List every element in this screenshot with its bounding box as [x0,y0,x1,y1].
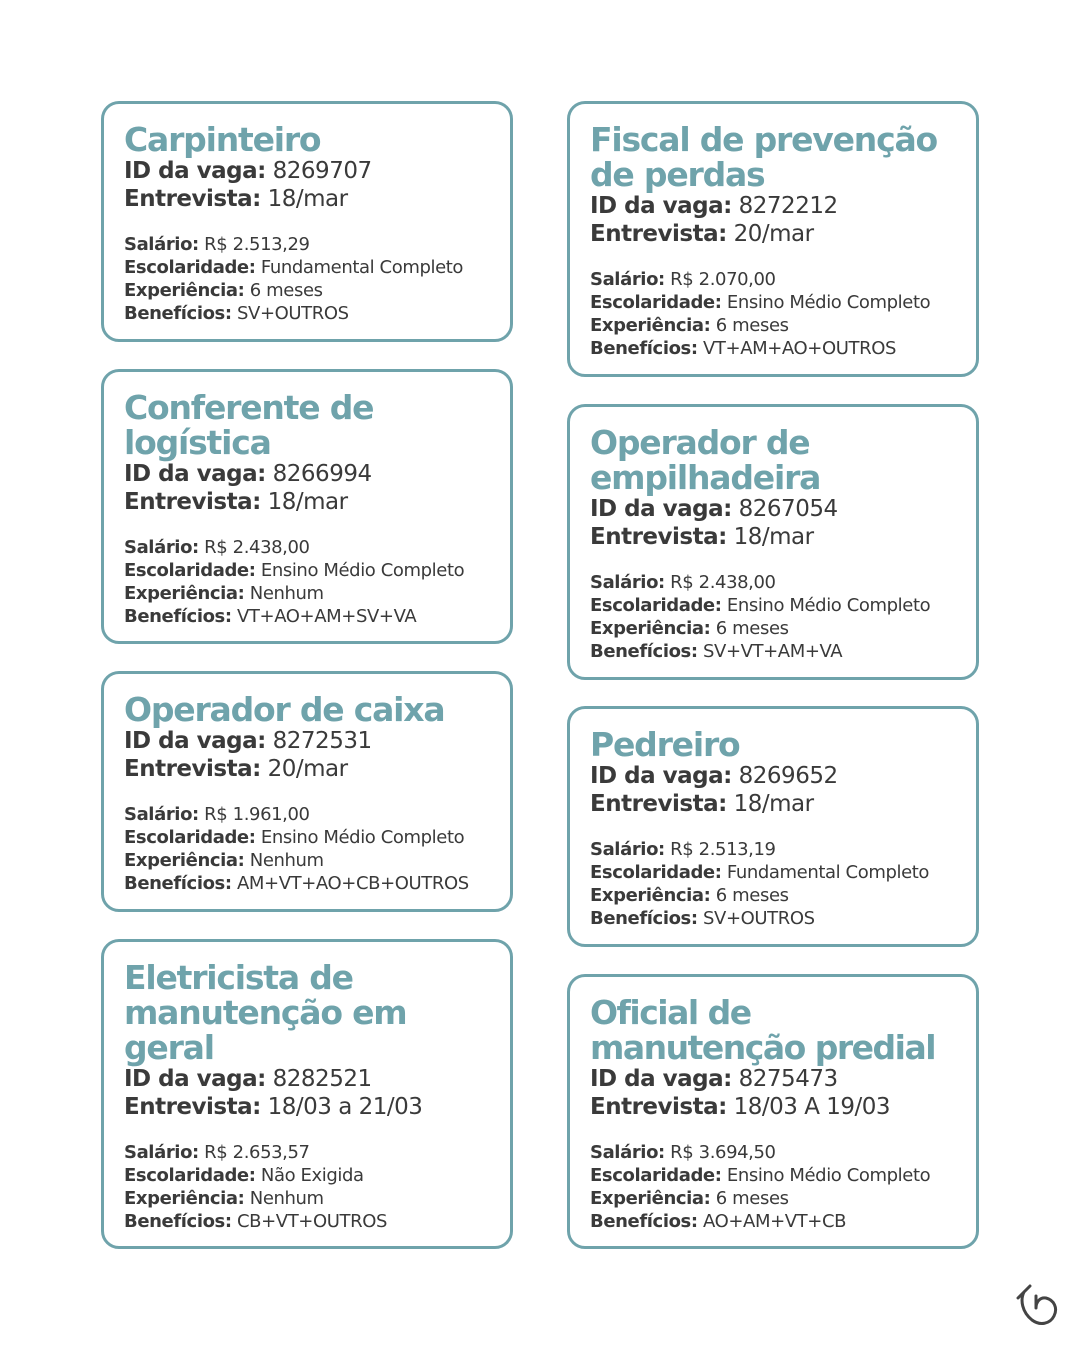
education-row: Escolaridade: Ensino Médio Completo [590,1165,931,1186]
salary-row: Salário: R$ 2.438,00 [124,537,310,558]
interview-date: 18/mar [267,186,348,212]
job-card-oficial [567,974,979,1249]
job-id: 8269652 [738,763,838,789]
salary-row: Salário: R$ 2.653,57 [124,1142,310,1163]
experience-value: 6 meses [249,280,323,301]
job-title: Fiscal de prevenção de perdas [590,120,937,194]
job-id: 8272531 [272,728,372,754]
job-id-row: ID da vaga: 8282521 [124,1066,372,1092]
interview-row: Entrevista: 18/mar [590,524,814,550]
benefits-row: Benefícios: SV+OUTROS [590,908,815,929]
benefits-row: Benefícios: SV+OUTROS [124,303,349,324]
job-title: Operador de empilhadeira [590,423,821,497]
job-card-caixa [101,671,513,912]
benefits-value: SV+OUTROS [703,908,815,929]
education-value: Fundamental Completo [260,257,464,278]
job-id-row: ID da vaga: 8269652 [590,763,838,789]
job-title: Carpinteiro [124,120,321,159]
brand-logo-icon [1014,1282,1058,1332]
job-id: 8269707 [272,158,372,184]
experience-row: Experiência: Nenhum [124,1188,324,1209]
job-id: 8272212 [738,193,838,219]
benefits-row: Benefícios: VT+AM+AO+OUTROS [590,338,897,359]
job-card-fiscal [567,101,979,377]
education-row: Escolaridade: Ensino Médio Completo [124,560,465,581]
salary-value: R$ 2.513,29 [204,234,310,255]
education-value: Ensino Médio Completo [726,1165,931,1186]
interview-date: 20/mar [267,756,348,782]
job-id: 8282521 [272,1066,372,1092]
salary-value: R$ 2.513,19 [670,839,776,860]
job-id-row: ID da vaga: 8275473 [590,1066,838,1092]
salary-value: R$ 2.070,00 [670,269,776,290]
experience-row: Experiência: 6 meses [590,618,789,639]
education-row: Escolaridade: Fundamental Completo [124,257,464,278]
education-value: Ensino Médio Completo [726,292,931,313]
education-value: Ensino Médio Completo [260,560,465,581]
interview-date: 18/03 a 21/03 [267,1094,423,1120]
interview-row: Entrevista: 18/mar [124,186,348,212]
education-row: Escolaridade: Ensino Médio Completo [590,292,931,313]
experience-row: Experiência: 6 meses [590,315,789,336]
experience-value: Nenhum [249,850,324,871]
experience-row: Experiência: Nenhum [124,850,324,871]
job-id-row: ID da vaga: 8269707 [124,158,372,184]
job-title: Conferente de logística [124,388,374,462]
benefits-value: VT+AO+AM+SV+VA [237,606,417,627]
interview-row: Entrevista: 18/mar [590,791,814,817]
benefits-value: AO+AM+VT+CB [703,1211,847,1232]
education-row: Escolaridade: Fundamental Completo [590,862,930,883]
interview-row: Entrevista: 18/03 a 21/03 [124,1094,423,1120]
benefits-value: SV+OUTROS [237,303,349,324]
interview-row: Entrevista: 20/mar [124,756,348,782]
experience-value: Nenhum [249,1188,324,1209]
interview-row: Entrevista: 20/mar [590,221,814,247]
experience-value: 6 meses [715,618,789,639]
salary-value: R$ 2.438,00 [204,537,310,558]
experience-row: Experiência: 6 meses [124,280,323,301]
education-value: Fundamental Completo [726,862,930,883]
job-id: 8266994 [272,461,372,487]
education-value: Ensino Médio Completo [260,827,465,848]
salary-row: Salário: R$ 2.513,29 [124,234,310,255]
job-id: 8275473 [738,1066,838,1092]
job-id-row: ID da vaga: 8272212 [590,193,838,219]
job-title: Oficial de manutenção predial [590,993,936,1067]
education-value: Não Exigida [260,1165,364,1186]
education-row: Escolaridade: Não Exigida [124,1165,364,1186]
job-title: Eletricista de manutenção em geral [124,958,407,1067]
salary-row: Salário: R$ 2.513,19 [590,839,776,860]
experience-value: 6 meses [715,885,789,906]
education-row: Escolaridade: Ensino Médio Completo [590,595,931,616]
salary-value: R$ 2.438,00 [670,572,776,593]
salary-value: R$ 3.694,50 [670,1142,776,1163]
benefits-row: Benefícios: SV+VT+AM+VA [590,641,843,662]
salary-row: Salário: R$ 2.438,00 [590,572,776,593]
job-card-pedreiro [567,706,979,947]
benefits-value: SV+VT+AM+VA [703,641,843,662]
salary-value: R$ 2.653,57 [204,1142,310,1163]
salary-row: Salário: R$ 1.961,00 [124,804,310,825]
job-title: Pedreiro [590,725,740,764]
benefits-value: CB+VT+OUTROS [237,1211,388,1232]
job-id: 8267054 [738,496,838,522]
interview-date: 20/mar [733,221,814,247]
job-card-carpinteiro [101,101,513,342]
job-card-eletricista [101,939,513,1249]
experience-value: Nenhum [249,583,324,604]
benefits-row: Benefícios: AO+AM+VT+CB [590,1211,847,1232]
job-id-row: ID da vaga: 8267054 [590,496,838,522]
benefits-value: AM+VT+AO+CB+OUTROS [237,873,469,894]
benefits-row: Benefícios: VT+AO+AM+SV+VA [124,606,417,627]
benefits-row: Benefícios: CB+VT+OUTROS [124,1211,388,1232]
interview-date: 18/03 A 19/03 [733,1094,891,1120]
job-id-row: ID da vaga: 8266994 [124,461,372,487]
experience-row: Experiência: Nenhum [124,583,324,604]
job-id-row: ID da vaga: 8272531 [124,728,372,754]
interview-row: Entrevista: 18/mar [124,489,348,515]
experience-value: 6 meses [715,315,789,336]
interview-row: Entrevista: 18/03 A 19/03 [590,1094,891,1120]
experience-row: Experiência: 6 meses [590,1188,789,1209]
interview-date: 18/mar [733,791,814,817]
job-title: Operador de caixa [124,690,445,729]
benefits-row: Benefícios: AM+VT+AO+CB+OUTROS [124,873,469,894]
benefits-value: VT+AM+AO+OUTROS [703,338,897,359]
job-card-conferente [101,369,513,644]
job-card-empilhadeira [567,404,979,680]
salary-row: Salário: R$ 2.070,00 [590,269,776,290]
salary-row: Salário: R$ 3.694,50 [590,1142,776,1163]
interview-date: 18/mar [267,489,348,515]
experience-row: Experiência: 6 meses [590,885,789,906]
interview-date: 18/mar [733,524,814,550]
education-row: Escolaridade: Ensino Médio Completo [124,827,465,848]
experience-value: 6 meses [715,1188,789,1209]
salary-value: R$ 1.961,00 [204,804,310,825]
education-value: Ensino Médio Completo [726,595,931,616]
